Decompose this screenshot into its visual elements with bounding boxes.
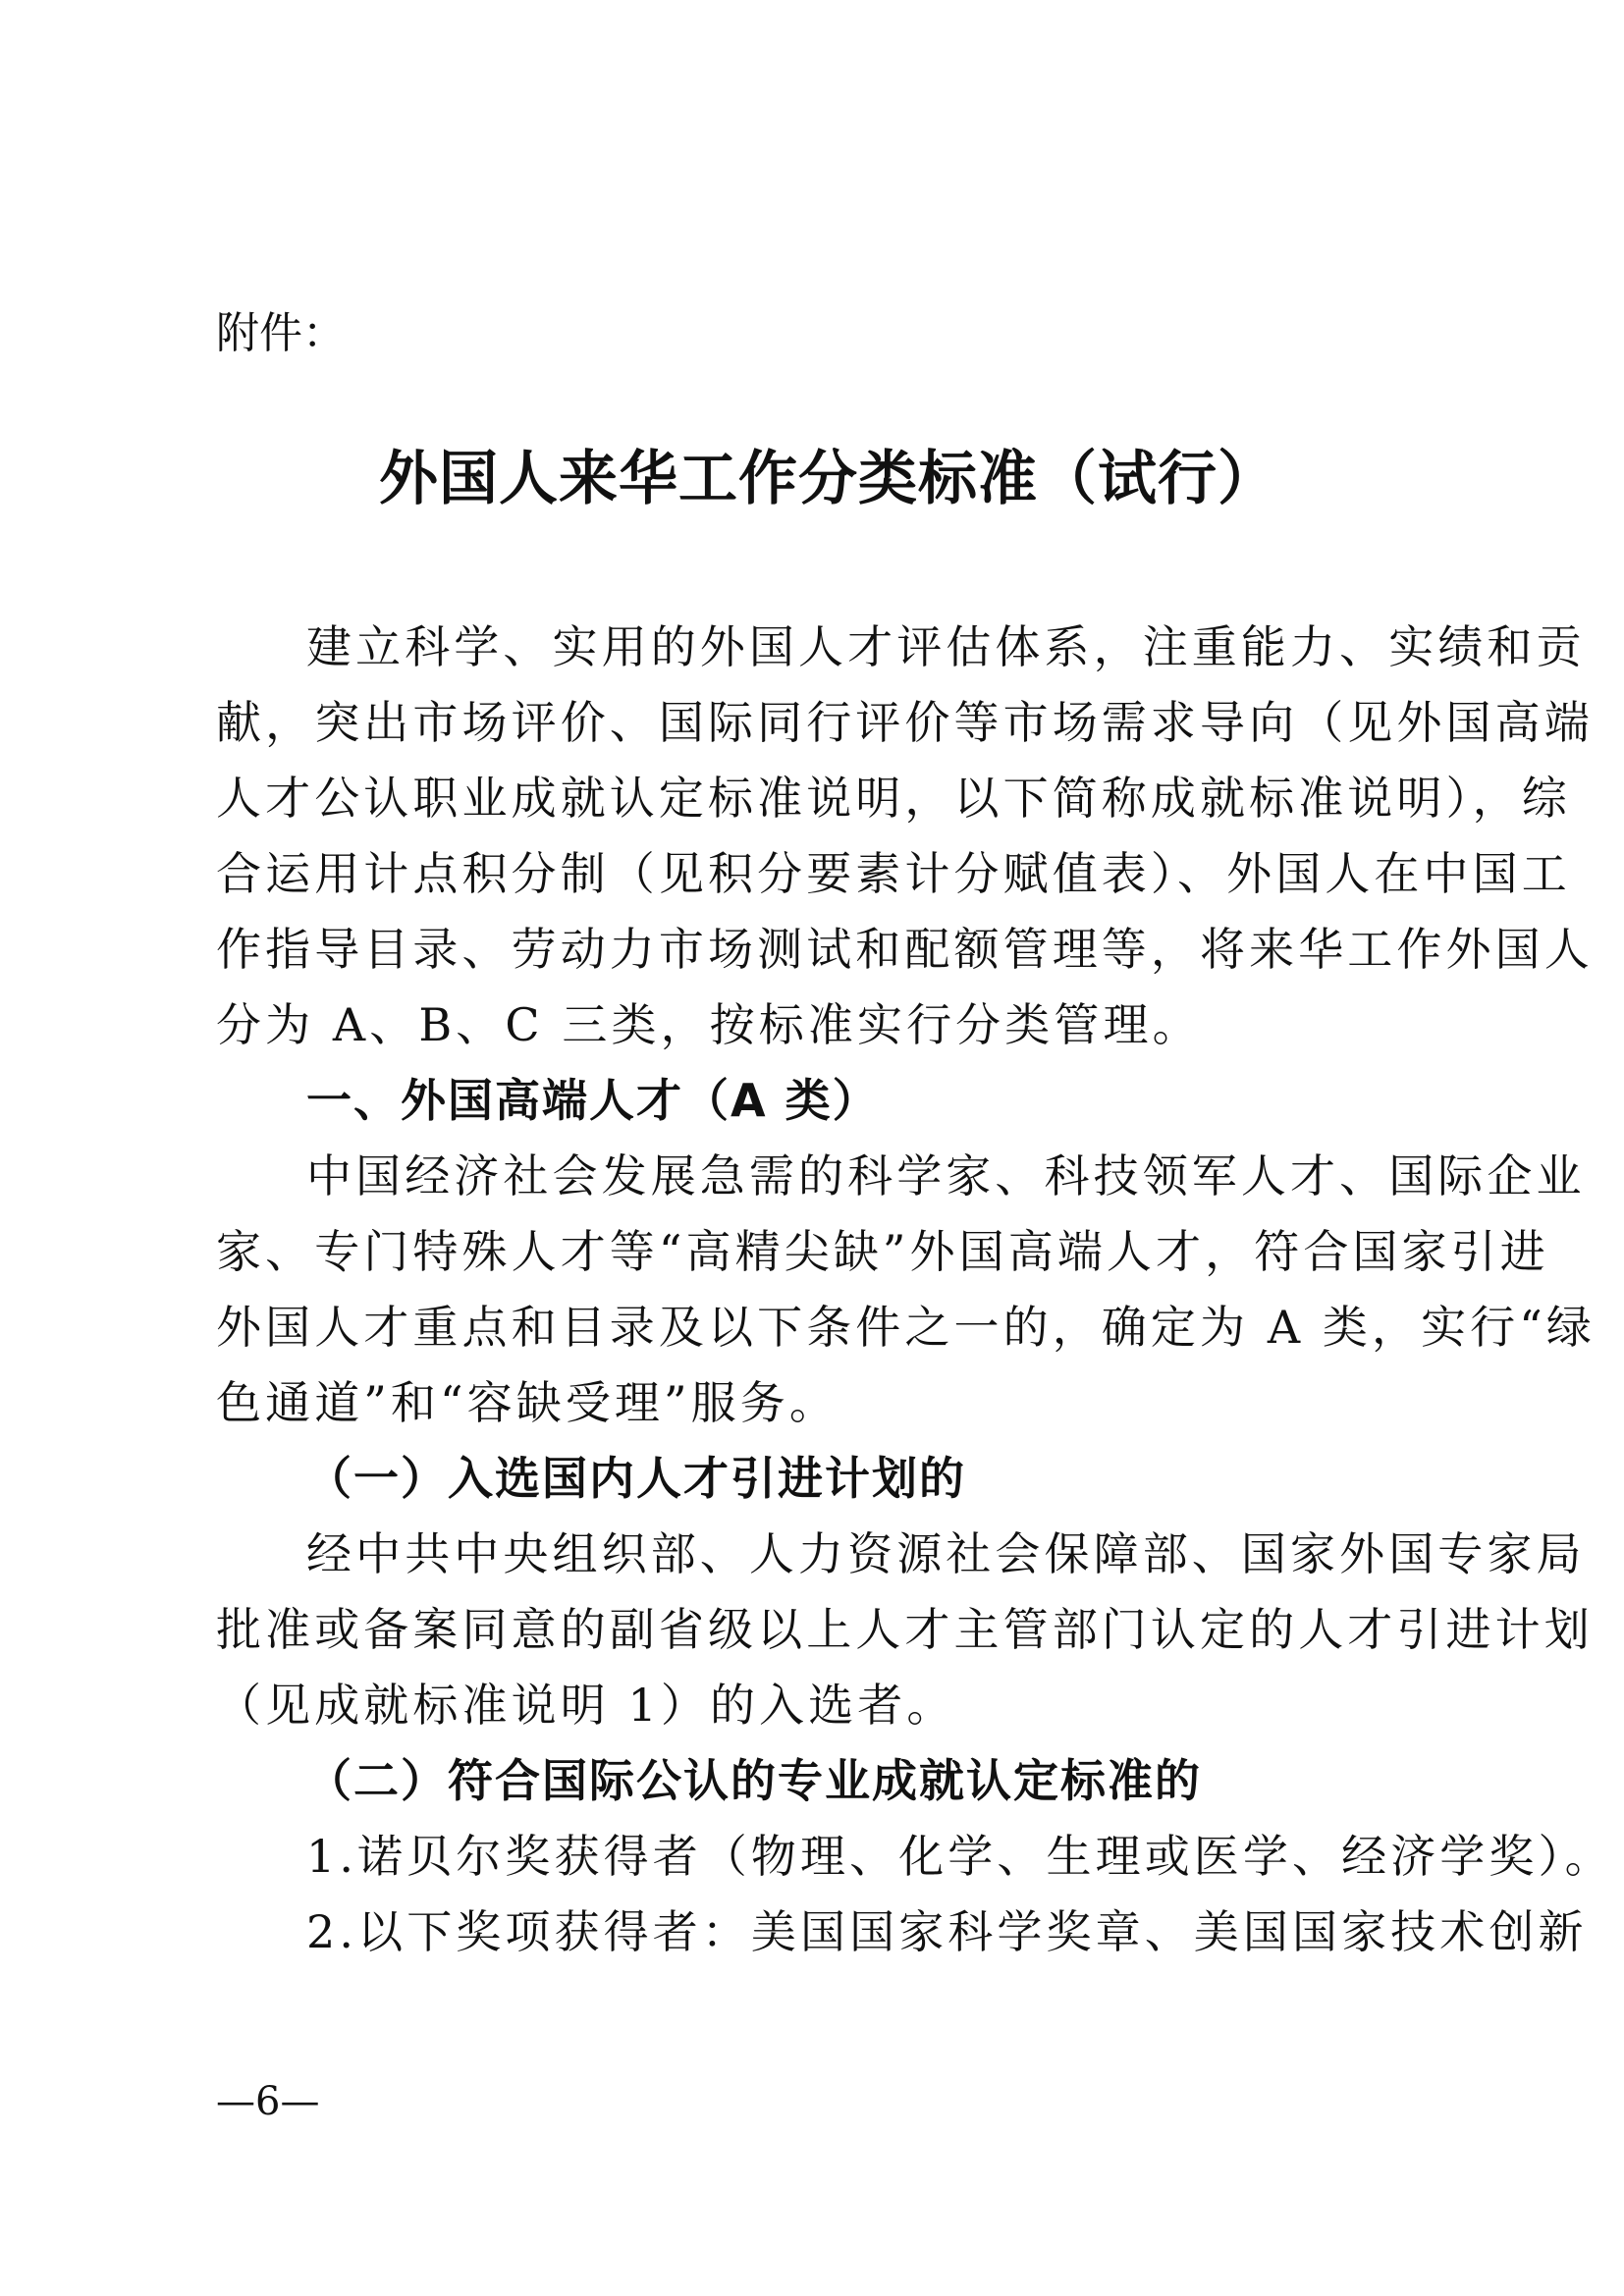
intro-line: 献，突出市场评价、国际同行评价等市场需求导向（见外国高端	[216, 696, 1594, 749]
intro-line: 人才公认职业成就认定标准说明，以下简称成就标准说明），综	[216, 772, 1571, 825]
subsection-heading: （二）符合国际公认的专业成就认定标准的	[306, 1754, 1202, 1807]
list-item: 2.以下奖项获得者：美国国家科学奖章、美国国家技术创新	[306, 1905, 1588, 1958]
page-number: —6—	[216, 2079, 320, 2124]
subsection-line: （见成就标准说明 1）的入选者。	[216, 1679, 956, 1732]
subsection-line: 经中共中央组织部、人力资源社会保障部、国家外国专家局	[306, 1527, 1586, 1580]
intro-line: 作指导目录、劳动力市场测试和配额管理等，将来华工作外国人	[216, 923, 1594, 976]
subsection-line: 批准或备案同意的副省级以上人才主管部门认定的人才引进计划	[216, 1603, 1594, 1656]
list-item: 1.诺贝尔奖获得者（物理、化学、生理或医学、经济学奖）。	[306, 1830, 1614, 1883]
attachment-label: 附件：	[216, 308, 346, 358]
section-line: 中国经济社会发展急需的科学家、科技领军人才、国际企业	[306, 1149, 1586, 1202]
subsection-heading: （一）入选国内人才引进计划的	[306, 1452, 966, 1505]
intro-line: 建立科学、实用的外国人才评估体系，注重能力、实绩和贡	[306, 620, 1586, 673]
section-line: 色通道”和“容缺受理”服务。	[216, 1376, 839, 1429]
section-heading: 一、外国高端人才（A 类）	[306, 1074, 880, 1127]
document-title: 外国人来华工作分类标准（试行）	[379, 445, 1277, 513]
section-line: 外国人才重点和目录及以下条件之一的，确定为 A 类，实行“绿	[216, 1301, 1596, 1354]
intro-line: 分为 A、B、C 三类，按标准实行分类管理。	[216, 998, 1202, 1051]
intro-line: 合运用计点积分制（见积分要素计分赋值表）、外国人在中国工	[216, 847, 1571, 900]
section-line: 家、专门特殊人才等“高精尖缺”外国高端人才，符合国家引进	[216, 1225, 1549, 1278]
